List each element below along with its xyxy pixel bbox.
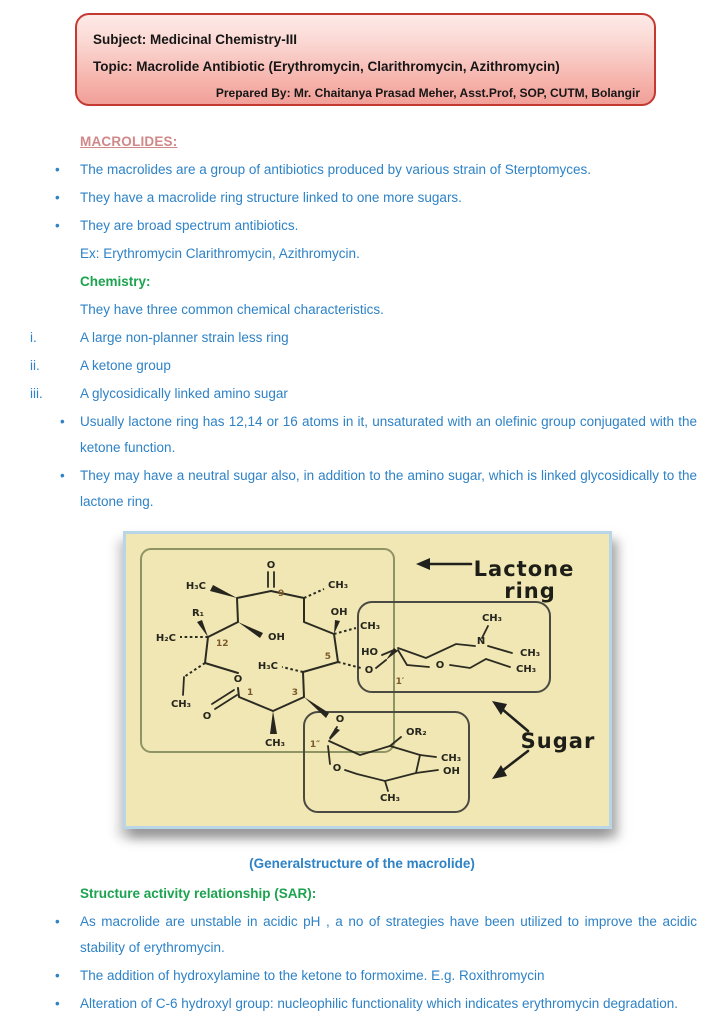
wedge-bond — [197, 620, 208, 637]
figure-annotation-label: ring — [504, 579, 556, 603]
bullet-text: As macrolide are unstable in acidic pH , a no of strategies have been utilized to improve the acidic stability of erythromycin. — [80, 914, 697, 955]
chem-atom-label: O — [332, 763, 342, 774]
document-body — [0, 129, 724, 1019]
roman-item — [0, 381, 724, 407]
bond — [420, 755, 436, 757]
bullet-text: The macrolides are a group of antibiotics produced by various strain of Sterptomyces. — [80, 162, 592, 177]
sugar-arrow-lower-head — [492, 765, 507, 779]
bullet-item — [0, 991, 724, 1017]
chem-atom-label: CH₃ — [264, 738, 286, 749]
bullet-marker: • — [55, 996, 60, 1011]
wedge-bond — [304, 697, 329, 718]
sugar-arrow-upper — [502, 709, 528, 731]
bullet-marker: • — [60, 414, 65, 429]
roman-text: A ketone group — [80, 358, 171, 373]
desosamine-ring — [398, 644, 475, 658]
roman-item — [0, 325, 724, 351]
figure-caption-row — [0, 851, 724, 877]
chemistry-intro-row — [0, 297, 724, 323]
bond — [376, 660, 386, 668]
lactone-arrow-head — [416, 558, 430, 570]
macrolides-heading: MACROLIDES: — [80, 134, 178, 149]
chem-atom-label: CH₃ — [481, 613, 503, 624]
roman-numeral: i. — [30, 330, 37, 345]
macrolide-structure-figure — [123, 531, 612, 829]
chem-atom-label: CH₃ — [379, 793, 401, 804]
subject-line: Subject: Medicinal Chemistry-III — [93, 32, 298, 47]
desosamine-ring — [398, 650, 429, 667]
roman-text: A glycosidically linked amino sugar — [80, 386, 288, 401]
desosamine-ring — [450, 659, 510, 668]
cladinose-ring — [328, 746, 330, 764]
chem-atom-label: CH₃ — [170, 699, 192, 710]
chem-atom-label: 12 — [216, 639, 229, 649]
sub-bullet-text: They may have a neutral sugar also, in addition to the amino sugar, which is linked glycosidically to the lactone ring. — [80, 468, 697, 509]
cladinose-ring — [345, 755, 420, 781]
roman-numeral: iii. — [30, 386, 43, 401]
chemistry-heading: Chemistry: — [80, 274, 151, 289]
bond — [390, 737, 401, 746]
chemistry-intro-text: They have three common chemical characteristics. — [80, 302, 384, 317]
ester-double-bond — [212, 690, 234, 704]
wedge-bond — [238, 622, 263, 638]
roman-numeral: ii. — [30, 358, 40, 373]
bullet-text: They have a macrolide ring structure linked to one more sugars. — [80, 190, 462, 205]
chem-atom-label: O — [233, 674, 243, 685]
chem-atom-label: OH — [268, 632, 285, 643]
bullet-item — [0, 157, 724, 183]
chem-atom-label: HO — [361, 647, 378, 658]
bond — [488, 646, 512, 653]
bullet-item — [0, 963, 724, 989]
chem-atom-label: O — [202, 711, 212, 722]
chem-atom-label: R₁ — [191, 608, 205, 619]
chem-atom-label: H₃C — [185, 581, 206, 592]
chem-atom-label: OH — [330, 607, 348, 618]
bullet-item — [0, 213, 724, 239]
hash-bond — [282, 667, 303, 672]
macrolides-heading-row — [0, 129, 724, 155]
hash-bond — [334, 628, 356, 634]
ester-double-bond — [215, 695, 237, 709]
hash-bond — [304, 589, 324, 598]
sub-bullet-item — [0, 463, 724, 515]
bullet-marker: • — [55, 968, 60, 983]
figure-annotation-label: Sugar — [520, 729, 596, 753]
chem-atom-label: H₂C — [155, 633, 176, 644]
bullet-marker: • — [55, 914, 60, 929]
sar-heading-row — [0, 881, 724, 907]
wedge-bond — [210, 585, 237, 598]
bullet-text: The addition of hydroxylamine to the ketone to formoxime. E.g. Roxithromycin — [80, 968, 545, 983]
bullet-marker: • — [60, 468, 65, 483]
chem-atom-label: 5 — [324, 652, 331, 662]
desosamine-sugar-box — [358, 602, 550, 692]
chem-atom-label: H₃C — [257, 661, 278, 672]
bullet-item — [0, 185, 724, 211]
bullet-marker: • — [55, 162, 60, 177]
bond — [385, 781, 388, 791]
sugar-arrow-lower — [502, 751, 528, 771]
sub-bullet-text: Usually lactone ring has 12,14 or 16 atoms in it, unsaturated with an olefinic group conjugated with the ketone function. — [80, 414, 697, 455]
roman-item — [0, 353, 724, 379]
sar-heading: Structure activity relationship (SAR): — [80, 886, 317, 901]
chem-atom-label: O — [266, 560, 276, 571]
chem-atom-label: O — [435, 660, 445, 671]
wedge-bond — [270, 711, 277, 734]
example-text: Ex: Erythromycin Clarithromycin, Azithromycin. — [80, 246, 360, 261]
chem-atom-label: CH₃ — [328, 580, 349, 591]
chem-atom-label: O — [364, 665, 374, 676]
bullet-item — [0, 909, 724, 961]
chem-atom-label: OR₂ — [406, 727, 427, 738]
bullet-marker: • — [55, 190, 60, 205]
sub-bullet-item — [0, 409, 724, 461]
chem-atom-label: O — [335, 714, 345, 725]
example-row — [0, 241, 724, 267]
chem-atom-label: 1′ — [395, 677, 405, 687]
chem-atom-label: 1 — [247, 688, 254, 698]
chem-atom-label: 9 — [278, 589, 285, 599]
wedge-bond — [386, 648, 398, 660]
bond — [183, 677, 184, 695]
chem-atom-label: CH₃ — [441, 753, 462, 764]
chem-atom-label: 1″ — [309, 740, 321, 750]
roman-text: A large non-planner strain less ring — [80, 330, 289, 345]
prepared-by-line: Prepared By: Mr. Chaitanya Prasad Meher, Asst.Prof, SOP, CUTM, Bolangir — [215, 86, 640, 100]
bond — [416, 770, 438, 773]
bullet-text: They are broad spectrum antibiotics. — [80, 218, 299, 233]
chem-atom-label: CH₃ — [516, 664, 537, 675]
chem-atom-label: 3 — [291, 688, 298, 698]
hash-bond — [184, 663, 205, 677]
bullet-marker: • — [55, 218, 60, 233]
chem-atom-label: CH₃ — [520, 648, 541, 659]
chem-atom-label: CH₃ — [360, 621, 381, 632]
chem-atom-label: OH — [443, 766, 460, 777]
chem-structure-svg — [126, 534, 609, 826]
header-box — [75, 13, 656, 106]
bullet-text: Alteration of C-6 hydroxyl group: nucleophilic functionality which indicates erythromycin degradation. — [80, 996, 679, 1011]
chem-atom-label: N — [476, 636, 486, 647]
figure-annotation-label: Lactone — [473, 557, 575, 581]
figure-caption: (Generalstructure of the macrolide) — [249, 856, 475, 871]
topic-line: Topic: Macrolide Antibiotic (Erythromycin, Clarithromycin, Azithromycin) — [93, 59, 560, 74]
chemistry-heading-row — [0, 269, 724, 295]
